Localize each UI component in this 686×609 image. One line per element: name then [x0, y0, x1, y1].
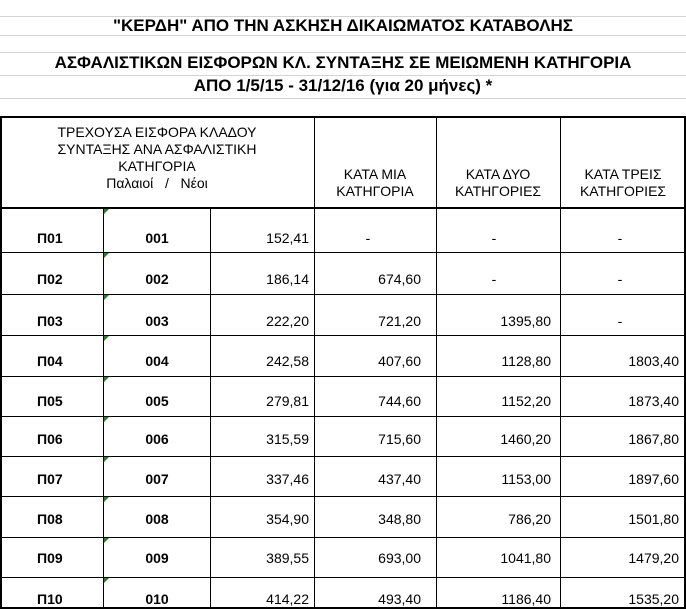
title-line-1: "ΚΕΡΔΗ" ΑΠΟ ΤΗΝ ΑΣΚΗΣΗ ΔΙΚΑΙΩΜΑΤΟΣ ΚΑΤΑΒΟΛΗΣ: [112, 16, 574, 35]
cell-new-code: 004: [145, 353, 169, 369]
cell-three-categories: 1867,80: [628, 431, 679, 447]
cell-new-code: 006: [145, 431, 169, 447]
cell-current-contribution: 315,59: [266, 431, 309, 447]
header-current-contribution: ΤΡΕΧΟΥΣΑ ΕΙΣΦΟΡΑ ΚΛΑΔΟΥ ΣΥΝΤΑΞΗΣ ΑΝΑ ΑΣΦΑΛΙΣΤΙΚΗ ΚΑΤΗΓΟΡΙΑ Παλαιοί / Νέοι: [0, 124, 314, 192]
cell-note-marker: [104, 417, 109, 422]
cell-old-code: Π03: [37, 313, 63, 329]
cell-new-code: 001: [145, 230, 169, 246]
cell-current-contribution: 337,46: [266, 471, 309, 487]
cell-current-contribution: 152,41: [266, 230, 309, 246]
cell-three-categories: -: [617, 271, 623, 287]
cell-one-category: -: [365, 230, 371, 246]
cell-note-marker: [104, 253, 109, 258]
title-line-3: ΑΠΟ 1/5/15 - 31/12/16 (για 20 μήνες) *: [193, 76, 493, 95]
cell-new-code: 002: [145, 271, 169, 287]
cell-three-categories: -: [617, 313, 623, 329]
cell-one-category: 721,20: [378, 313, 421, 329]
cell-two-categories: 1153,00: [501, 471, 551, 487]
cell-three-categories: 1803,40: [628, 353, 679, 369]
cell-old-code: Π10: [37, 591, 63, 607]
cell-old-code: Π04: [37, 353, 63, 369]
cell-two-categories: -: [491, 271, 497, 287]
cell-three-categories: 1897,60: [628, 471, 679, 487]
cell-new-code: 007: [145, 471, 169, 487]
cell-current-contribution: 354,90: [266, 511, 309, 527]
cell-one-category: 407,60: [378, 353, 421, 369]
cell-two-categories: 1460,20: [500, 431, 551, 447]
cell-one-category: 493,40: [378, 591, 421, 607]
cell-note-marker: [104, 497, 109, 502]
cell-two-categories: 1128,80: [501, 353, 551, 369]
cell-old-code: Π07: [37, 471, 63, 487]
cell-three-categories: -: [617, 230, 623, 246]
cell-note-marker: [104, 538, 109, 543]
cell-new-code: 009: [145, 550, 169, 566]
header-three-categories: ΚΑΤΑ ΤΡΕΙΣ ΚΑΤΗΓΟΡΙΕΣ: [579, 166, 667, 199]
cell-three-categories: 1873,40: [628, 393, 679, 409]
cell-two-categories: 1152,20: [501, 393, 551, 409]
header-one-category: ΚΑΤΑ ΜΙΑ ΚΑΤΗΓΟΡΙΑ: [336, 166, 414, 199]
cell-new-code: 005: [145, 393, 169, 409]
cell-one-category: 674,60: [378, 271, 421, 287]
cell-note-marker: [104, 209, 109, 214]
cell-current-contribution: 186,14: [266, 271, 309, 287]
cell-old-code: Π05: [37, 393, 63, 409]
cell-current-contribution: 222,20: [266, 313, 309, 329]
cell-three-categories: 1479,20: [628, 550, 679, 566]
cell-one-category: 437,40: [378, 471, 421, 487]
cell-new-code: 008: [145, 511, 169, 527]
cell-current-contribution: 414,22: [266, 591, 309, 607]
cell-one-category: 348,80: [378, 511, 421, 527]
cell-three-categories: 1535,20: [628, 591, 679, 607]
cell-three-categories: 1501,80: [628, 511, 679, 527]
cell-current-contribution: 389,55: [266, 550, 309, 566]
cell-two-categories: 1041,80: [500, 550, 551, 566]
cell-current-contribution: 279,81: [266, 393, 309, 409]
cell-note-marker: [104, 377, 109, 382]
cell-two-categories: 786,20: [508, 511, 551, 527]
cell-one-category: 744,60: [378, 393, 421, 409]
title-line-2: ΑΣΦΑΛΙΣΤΙΚΩΝ ΕΙΣΦΟΡΩΝ ΚΛ. ΣΥΝΤΑΞΗΣ ΣΕ ΜΕΙΩΜΕΝΗ ΚΑΤΗΓΟΡΙΑ: [54, 53, 632, 72]
cell-note-marker: [104, 336, 109, 341]
cell-old-code: Π06: [37, 431, 63, 447]
cell-note-marker: [104, 457, 109, 462]
cell-old-code: Π02: [37, 271, 63, 287]
cell-current-contribution: 242,58: [266, 353, 309, 369]
cell-two-categories: 1186,40: [501, 591, 551, 607]
cell-old-code: Π09: [37, 550, 63, 566]
cell-two-categories: 1395,80: [500, 313, 551, 329]
cell-one-category: 715,60: [378, 431, 421, 447]
cell-old-code: Π01: [37, 230, 63, 246]
cell-old-code: Π08: [37, 511, 63, 527]
cell-new-code: 003: [145, 313, 169, 329]
header-old-new: Παλαιοί / Νέοι: [106, 175, 208, 191]
header-two-categories: ΚΑΤΑ ΔΥΟ ΚΑΤΗΓΟΡΙΕΣ: [454, 166, 542, 199]
cell-new-code: 010: [145, 591, 169, 607]
cell-two-categories: -: [491, 230, 497, 246]
cell-note-marker: [104, 578, 109, 583]
cell-note-marker: [104, 295, 109, 300]
cell-one-category: 693,00: [378, 550, 421, 566]
